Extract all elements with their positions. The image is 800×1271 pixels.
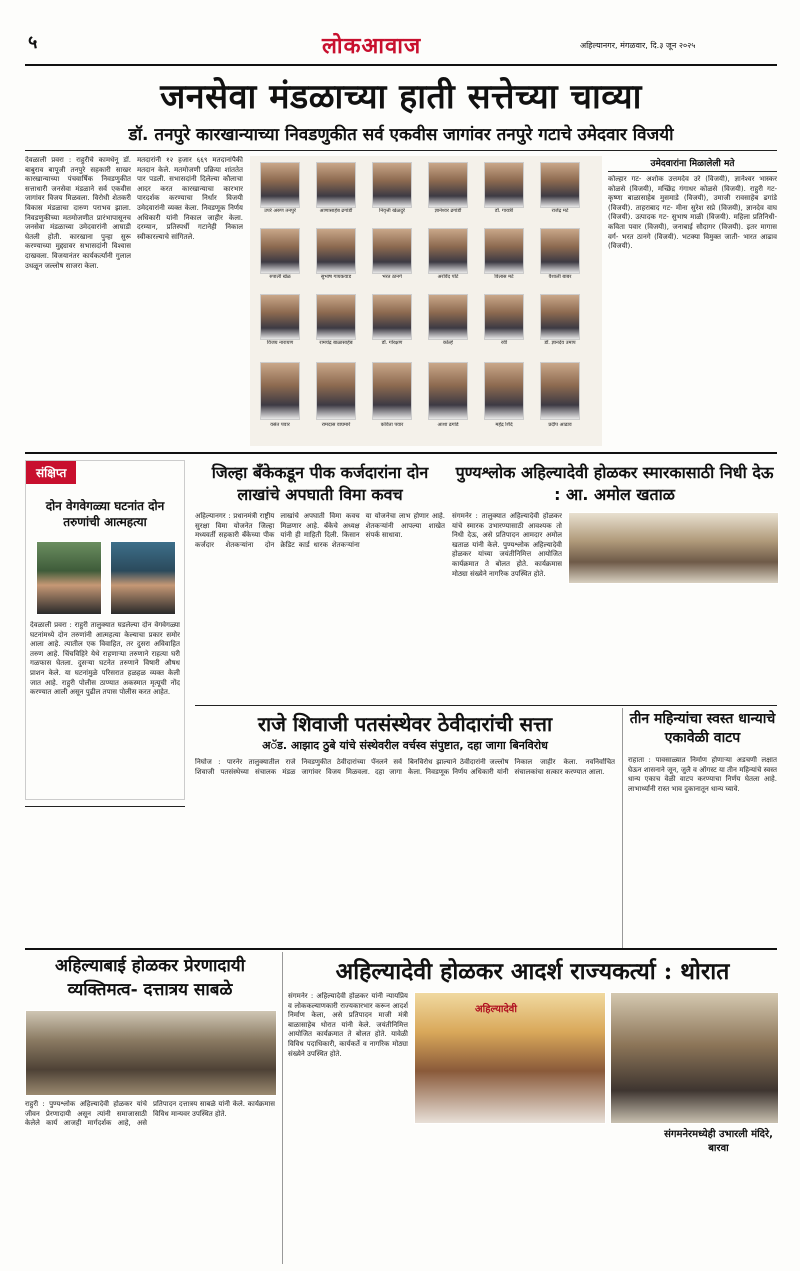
candidate-photo [428, 228, 468, 274]
candidate-caption: रामचंद्र बाळासाहेब [319, 340, 353, 346]
rule [195, 705, 777, 706]
candidate-caption: डॉ. ज्ञानदेव उमाप [544, 340, 576, 346]
candidate-photo [260, 162, 300, 208]
results-text: कोल्हार गट- अशोक उत्तमदेव उरे (विजयी), ज्ञानेश्वर भास्कर कोळसे (विजयी), मच्छिंद्र गंगाधर कोळसे (विजयी). राहुरी गट- कृष्णा बाळासाहेब मुसमाडे (विजयी), उमाजी रावसाहेब ढगांडे (विजयी). ताहराबाद गट- मीना सुरेश सप्रे (विजयी), ज्ञानदेव वाघ (विजयी). उत्पादक गट- सुभाष माळी (विजयी). महिला प्रतिनिधी- कविता पवार (विजयी), जनाबाई सौदागर (विजयी). इतर मागास वर्ग- भरत ठानगे (विजयी). भटक्या विमुक्त जाती- भारत आढाव (विजयी). [608, 175, 777, 251]
candidate-photo [260, 362, 300, 420]
patsanstha-body: निघोज : पारनेर तालुक्यातील राजे शिवाजी पतसंस्थेच्या संचालक मंडळ निवडणुकीत ठेवीदारांच्या पॅनलने सर्व जागांवर विजय मिळवला. दहा जागा बिनविरोध झाल्याने ठेवीदारांनी जल्लोष केला. निवडणूक निर्णय अधिकारी यांनी निकाल जाहीर केला. नवनिर्वाचित संचालकांचा सत्कार करण्यात आला. [195, 758, 615, 776]
candidate-photo [428, 362, 468, 420]
candidate-photo [316, 162, 356, 208]
sabale-headline: अहिल्याबाई होळकर प्रेरणादायी व्यक्तिमत्व- दत्तात्रय साबळे [54, 956, 246, 1000]
sabale-photo [25, 1010, 277, 1096]
candidate-photo [428, 294, 468, 340]
candidate-caption: कोल्हे [443, 340, 453, 346]
lead-subheadline: डॉ. तनपुरे कारखान्याच्या निवडणुकीत सर्व एकवीस जागांवर तनपुरे गटाचे उमेदवार विजयी [128, 125, 674, 145]
candidate-caption: कविता पवार [380, 422, 404, 428]
candidate-photo [260, 294, 300, 340]
brief-label: संक्षिप्त [26, 461, 76, 484]
lead-column-2: मतदारांनी १२ हजार ६६९ मतदानांपैकी मतदान केले. मतमोजणी प्रक्रिया शांततेत पार पडली. सभासदांनी दिलेल्या कौलाचा आदर करत कारखान्याचा कारभार पारदर्शक करण्याचा निर्धार विजयी उमेदवारांनी व्यक्त केला. निवडणूक निर्णय अधिकारी यांनी निकाल जाहीर केला. दरम्यान, प्रतिस्पर्धी गटानेही निकाल स्वीकारल्याचे सांगितले. [137, 156, 243, 241]
candidate-caption: वसंत पवार [270, 422, 290, 428]
candidate-caption: आशा ढगांडे [437, 422, 459, 428]
candidate-caption: अरविंद पोटे [437, 274, 459, 280]
rule [25, 806, 185, 807]
candidate-caption: प्रदीप आढाव [548, 422, 572, 428]
brief-headline: दोन वेगवेगळ्या घटनांत दोन तरुणांची आत्महत्या [45, 499, 165, 529]
candidate-caption: विजय नारायण [266, 340, 294, 346]
thorat-photo [414, 992, 606, 1124]
brief-body-continued [25, 810, 185, 942]
rule [25, 948, 777, 950]
victim-photo [36, 541, 102, 615]
rule [25, 150, 777, 151]
masthead-rule [25, 64, 777, 66]
memorial-body: संगमनेर : तालुक्यात अहिल्यादेवी होळकर यांचे स्मारक उभारण्यासाठी आवश्यक तो निधी देऊ, असे प्रतिपादन आमदार अमोल खताळ यांनी केले. पुण्यश्लोक अहिल्यादेवी होळकर यांच्या जयंतीनिमित्त आयोजित कार्यक्रमात ते बोलत होते. कार्यक्रमास मोठ्या संख्येने नागरिक उपस्थित होते. [452, 512, 562, 578]
candidate-photo-grid [250, 156, 602, 446]
candidate-caption: आणासाहेब ढगांडी [319, 208, 353, 214]
candidate-photo [316, 362, 356, 420]
candidate-caption: ज्ञानेश्वर ढगांडी [434, 208, 462, 214]
candidate-photo [540, 162, 580, 208]
lead-headline: जनसेवा मंडळाच्या हाती सत्तेच्या चाव्या [160, 77, 642, 117]
candidate-photo [372, 162, 412, 208]
candidate-caption: सुभाष गायकवाड [320, 274, 352, 280]
patsanstha-subheadline: अॅड. आझाद ठुबे यांचे संस्थेवरील वर्चस्व संपुष्टात, दहा जागा बिनविरोध [262, 739, 548, 752]
thorat-subhead: संगमनेरमध्येही उभारली मंदिरे, बारवा [664, 1129, 773, 1154]
candidate-photo [372, 362, 412, 420]
candidate-caption: निवृत्ती खेळदुरे [379, 208, 405, 214]
thorat-body: संगमनेर : अहिल्यादेवी होळकर यांनी न्यायप्रिय व लोककल्याणकारी राज्यकारभार करून आदर्श निर्माण केला, असे प्रतिपादन माजी मंत्री बाळासाहेब थोरात यांनी केले. जयंतीनिमित्त आयोजित कार्यक्रमात ते बोलत होते. यावेळी विविध पदाधिकारी, कार्यकर्ते व नागरिक मोठ्या संख्येने उपस्थित होते. [288, 992, 408, 1058]
thorat-body-continued [414, 1128, 654, 1262]
thorat-photo-2 [610, 992, 779, 1124]
candidate-photo [484, 294, 524, 340]
grain-headline: तीन महिन्यांचा स्वस्त धान्याचे एकावेळी वाटप [629, 711, 776, 746]
candidate-photo [316, 228, 356, 274]
sabale-body: राहुरी : पुण्यश्लोक अहिल्यादेवी होळकर यांचे जीवन प्रेरणादायी असून त्यांनी समाजासाठी केलेले कार्य आजही मार्गदर्शक आहे, असे प्रतिपादन दत्तात्रय साबळे यांनी केले. कार्यक्रमास विविध मान्यवर उपस्थित होते. [25, 1100, 275, 1128]
results-title: उमेदवारांना मिळालेली मते [608, 156, 777, 172]
candidate-photo [484, 162, 524, 208]
thorat-side-body [660, 1162, 777, 1262]
candidate-photo [540, 362, 580, 420]
candidate-caption: डॉ. गायत्री [494, 208, 514, 214]
candidate-photo [540, 228, 580, 274]
patsanstha-headline: राजे शिवाजी पतसंस्थेवर ठेवीदारांची सत्ता [257, 712, 553, 736]
candidate-caption: डॉ. गोरक्षण [381, 340, 403, 346]
thorat-headline: अहिल्यादेवी होळकर आदर्श राज्यकर्त्या : थोरात [335, 958, 730, 985]
candidate-photo [540, 294, 580, 340]
candidate-photo [428, 162, 468, 208]
rule [25, 452, 777, 454]
bank-headline: जिल्हा बँकेकडून पीक कर्जदारांना दोन लाखांचे अपघाती विमा कवच [211, 463, 429, 504]
page-number: ५ [28, 32, 38, 53]
bank-body: अहिल्यानगर : प्रधानमंत्री राष्ट्रीय सुरक्षा विमा योजनेत जिल्हा मध्यवर्ती सहकारी बँकेच्या पीक कर्जदार शेतकऱ्यांना दोन लाखांचे अपघाती विमा कवच मिळणार आहे. बँकेचे अध्यक्ष यांनी ही माहिती दिली. किसान क्रेडिट कार्ड धारक शेतकऱ्यांना या योजनेचा लाभ होणार आहे. शेतकऱ्यांनी आपल्या शाखेत संपर्क साधावा. [195, 512, 445, 549]
column-rule [282, 952, 283, 1264]
candidate-photo [316, 294, 356, 340]
candidate-caption: वैशाली बाबर [548, 274, 572, 280]
grain-body: राहाता : पावसाळ्यात निर्माण होणाऱ्या अडचणी लक्षात घेऊन शासनाने जून, जुलै व ऑगस्ट या तीन महिन्यांचे स्वस्त धान्य एकाच वेळी वाटप करण्याचा निर्णय घेतला आहे. लाभार्थ्यांनी रास्त भाव दुकानातून धान्य घ्यावे. [628, 756, 777, 793]
candidate-photo [260, 228, 300, 274]
candidate-caption: विलास मटे [494, 274, 514, 280]
paper-name: लोकआवाज [322, 34, 422, 59]
candidate-photo [372, 294, 412, 340]
candidate-caption: रुपाली खेळ [269, 274, 291, 280]
lead-column-1: देवळाली प्रवरा : राहुरीचे कामधेनू डॉ. बाबुराव बापूजी तनपुरे सहकारी साखर कारखान्याच्या पंचवार्षिक निवडणुकीत सत्ताधारी जनसेवा मंडळाने सर्व एकवीस जागांवर विजय मिळवला. विरोधी शेतकरी विकास मंडळाचा दारुण पराभव झाला. निवडणुकीच्या मतमोजणीत प्रारंभापासूनच जनसेवा मंडळाच्या उमेदवारांनी आघाडी घेतली होती. कारखाना पुन्हा सुरू करण्याच्या मुद्द्यावर सभासदांनी विश्वास दाखवला. विजयानंतर कार्यकर्त्यांनी गुलाल उधळून जल्लोष साजरा केला. [25, 156, 131, 270]
candidate-caption: रामदास वाघमारे [321, 422, 351, 428]
candidate-caption: राजेंद्र मटे [551, 208, 569, 214]
results-box [608, 156, 777, 446]
candidate-caption: महेंद्र शिंदे [495, 422, 513, 428]
column-rule [622, 708, 623, 948]
brief-box [25, 460, 185, 800]
brief-body: देवळाली प्रवरा : राहुरी तालुक्यात घडलेल्या दोन वेगवेगळ्या घटनांमध्ये दोन तरुणांनी आत्महत्या केल्याचा प्रकार समोर आला आहे. त्यातील एक विवाहित, तर दुसरा अविवाहित तरुण आहे. चिंचविहिरे येथे राहणाऱ्या तरुणाने राहत्या घरी गळफास घेतला. दुसऱ्या घटनेत तरुणाने विषारी औषध प्राशन केले. या घटनांमुळे परिसरात हळहळ व्यक्त केली जात आहे. राहुरी पोलीस ठाण्यात अकस्मात मृत्यूची नोंद करण्यात आली असून पुढील तपास पोलीस करत आहेत. [30, 621, 180, 697]
victim-photo [110, 541, 176, 615]
candidate-caption: भरत ठानगे [382, 274, 402, 280]
memorial-photo [568, 512, 779, 584]
memorial-body-continued [568, 588, 777, 700]
banner-text: अहिल्यादेवी [475, 1004, 517, 1015]
candidate-caption: उपरे अरुण तनपुरे [264, 208, 296, 214]
memorial-headline: पुण्यश्लोक अहिल्यादेवी होळकर स्मारकासाठी निधी देऊ : आ. अमोल खताळ [455, 463, 774, 504]
candidate-photo [484, 228, 524, 274]
candidate-photo [484, 362, 524, 420]
candidate-photo [372, 228, 412, 274]
date-line: अहिल्यानगर, मंगळवार, दि.३ जून २०२५ [580, 41, 696, 50]
candidate-caption: रवी [500, 340, 508, 346]
